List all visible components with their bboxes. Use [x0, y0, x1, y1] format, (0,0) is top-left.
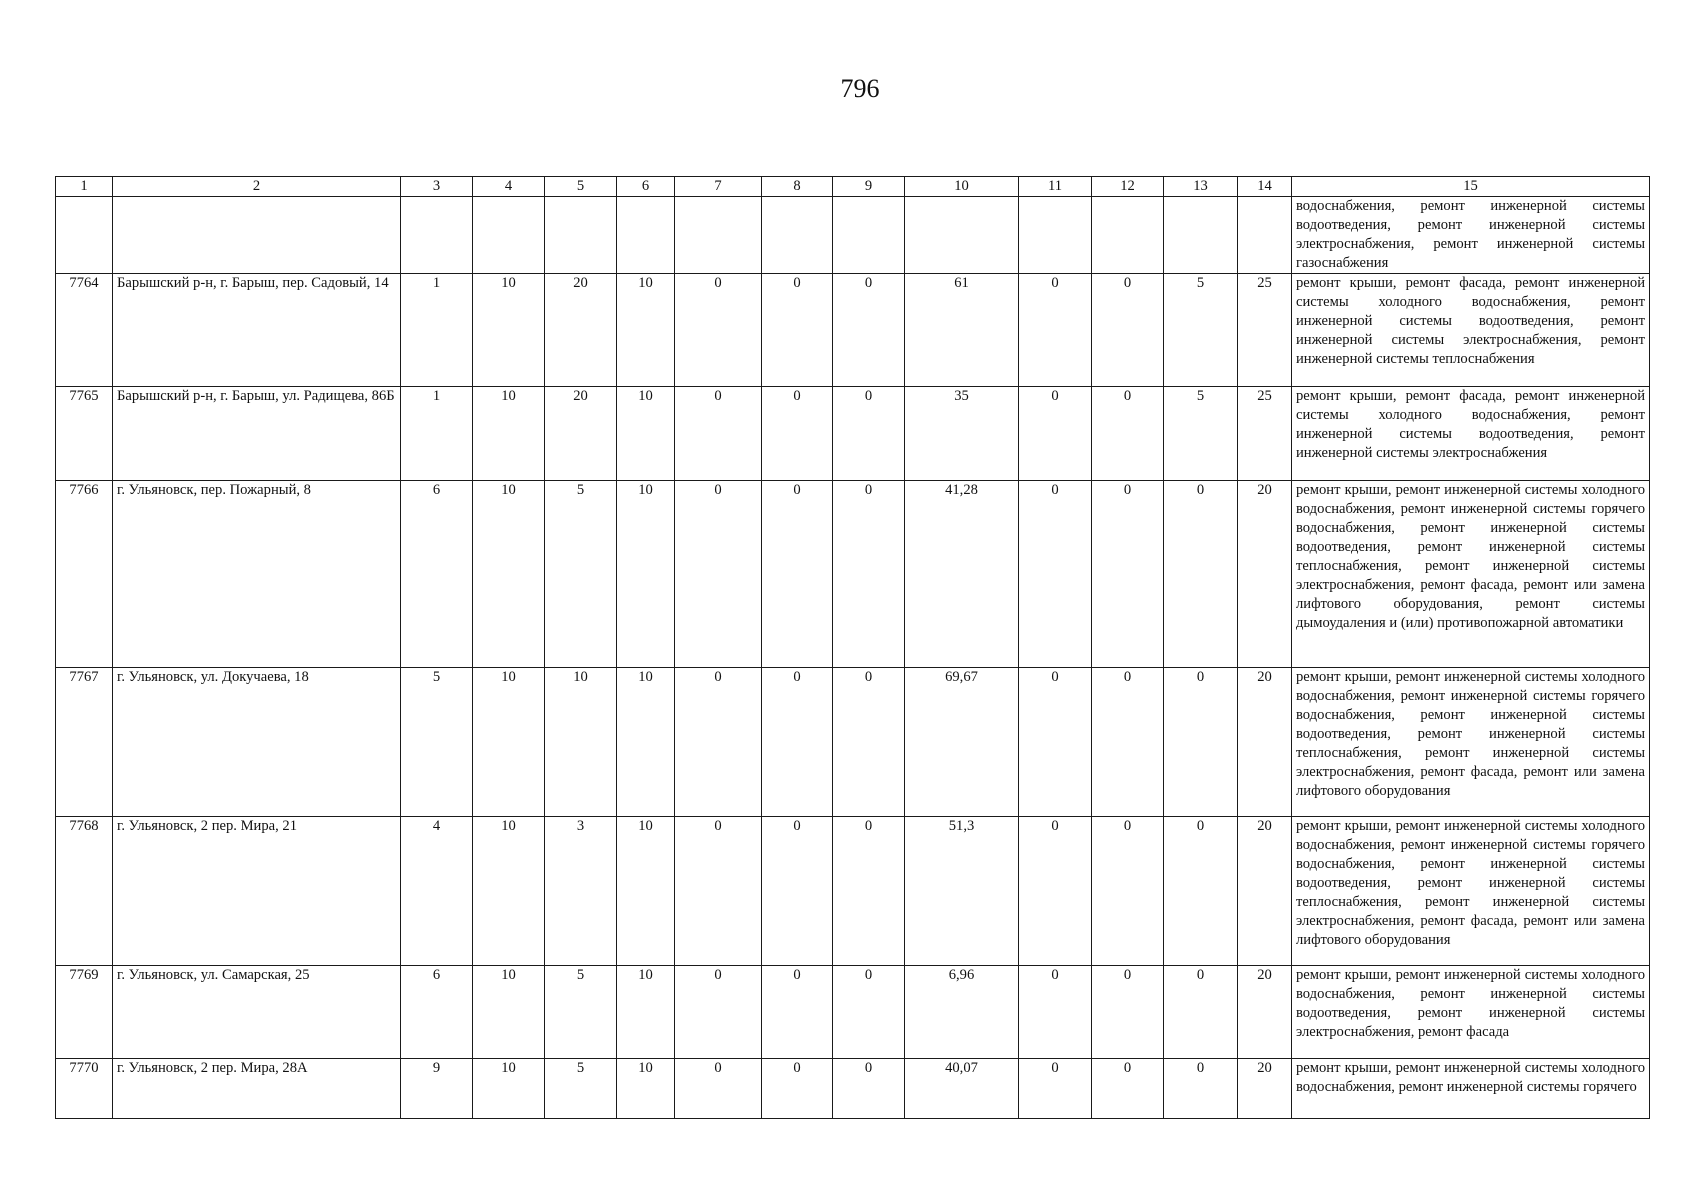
table-row [56, 481, 1650, 668]
cell-col-6: 10 [617, 481, 675, 668]
column-header-13: 13 [1164, 177, 1238, 197]
cell-col-13: 0 [1164, 1059, 1238, 1119]
cell-col-8: 0 [762, 668, 833, 817]
table-row [56, 966, 1650, 1059]
cell-col-11: 0 [1019, 966, 1092, 1059]
row-address: г. Ульяновск, пер. Пожарный, 8 [113, 481, 401, 668]
cell-col-13: 0 [1164, 966, 1238, 1059]
table-row [56, 668, 1650, 817]
cell-col-8: 0 [762, 481, 833, 668]
cell-col-5 [545, 197, 617, 274]
cell-col-7: 0 [675, 817, 762, 966]
cell-col-4: 10 [473, 817, 545, 966]
cell-col-3: 4 [401, 817, 473, 966]
row-id: 7766 [56, 481, 113, 668]
cell-col-8: 0 [762, 1059, 833, 1119]
cell-col-9: 0 [833, 966, 905, 1059]
table-row [56, 197, 1650, 274]
column-header-7: 7 [675, 177, 762, 197]
cell-col-7: 0 [675, 966, 762, 1059]
cell-col-5: 10 [545, 668, 617, 817]
cell-col-3 [401, 197, 473, 274]
column-header-15: 15 [1292, 177, 1650, 197]
column-header-5: 5 [545, 177, 617, 197]
row-works: водоснабжения, ремонт инженерной системы водоотведения, ремонт инженерной системы электроснабжения, ремонт инженерной системы газоснабжения [1292, 197, 1650, 274]
cell-col-13: 5 [1164, 274, 1238, 387]
cell-col-13: 0 [1164, 668, 1238, 817]
column-header-10: 10 [905, 177, 1019, 197]
cell-col-13: 5 [1164, 387, 1238, 481]
cell-col-4: 10 [473, 274, 545, 387]
column-header-6: 6 [617, 177, 675, 197]
cell-col-4: 10 [473, 966, 545, 1059]
row-address: Барышский р-н, г. Барыш, пер. Садовый, 14 [113, 274, 401, 387]
cell-col-3: 1 [401, 274, 473, 387]
cell-col-14: 20 [1238, 481, 1292, 668]
row-works: ремонт крыши, ремонт фасада, ремонт инженерной системы холодного водоснабжения, ремонт инженерной системы водоотведения, ремонт инженерной системы электроснабжения, ремонт инженерной системы теплоснабжения [1292, 274, 1650, 387]
cell-col-4: 10 [473, 481, 545, 668]
cell-col-10: 35 [905, 387, 1019, 481]
cell-col-13: 0 [1164, 817, 1238, 966]
cell-col-5: 5 [545, 1059, 617, 1119]
row-id: 7767 [56, 668, 113, 817]
cell-col-14: 20 [1238, 668, 1292, 817]
cell-col-3: 5 [401, 668, 473, 817]
cell-col-8: 0 [762, 966, 833, 1059]
row-id: 7764 [56, 274, 113, 387]
cell-col-7: 0 [675, 668, 762, 817]
cell-col-12: 0 [1092, 481, 1164, 668]
cell-col-7: 0 [675, 481, 762, 668]
cell-col-10 [905, 197, 1019, 274]
cell-col-12 [1092, 197, 1164, 274]
row-address: г. Ульяновск, 2 пер. Мира, 28А [113, 1059, 401, 1119]
row-address: Барышский р-н, г. Барыш, ул. Радищева, 86Б [113, 387, 401, 481]
cell-col-8: 0 [762, 274, 833, 387]
row-works: ремонт крыши, ремонт инженерной системы холодного водоснабжения, ремонт инженерной системы водоотведения, ремонт инженерной системы электроснабжения, ремонт фасада [1292, 966, 1650, 1059]
row-address: г. Ульяновск, ул. Докучаева, 18 [113, 668, 401, 817]
cell-col-11 [1019, 197, 1092, 274]
cell-col-6 [617, 197, 675, 274]
cell-col-3: 1 [401, 387, 473, 481]
cell-col-6: 10 [617, 1059, 675, 1119]
page-number: 796 [840, 74, 880, 103]
row-id [56, 197, 113, 274]
cell-col-4: 10 [473, 668, 545, 817]
cell-col-3: 6 [401, 481, 473, 668]
column-header-9: 9 [833, 177, 905, 197]
cell-col-7: 0 [675, 1059, 762, 1119]
cell-col-9: 0 [833, 274, 905, 387]
cell-col-12: 0 [1092, 668, 1164, 817]
cell-col-5: 20 [545, 387, 617, 481]
cell-col-4: 10 [473, 387, 545, 481]
cell-col-10: 51,3 [905, 817, 1019, 966]
table-row [56, 387, 1650, 481]
cell-col-7 [675, 197, 762, 274]
row-works: ремонт крыши, ремонт инженерной системы холодного водоснабжения, ремонт инженерной системы горячего водоснабжения, ремонт инженерной системы водоотведения, ремонт инженерной системы теплоснабжения, ремонт инженерной системы электроснабжения, ремонт фасада, ремонт или замена лифтового оборудования [1292, 817, 1650, 966]
row-id: 7769 [56, 966, 113, 1059]
column-header-3: 3 [401, 177, 473, 197]
row-id: 7770 [56, 1059, 113, 1119]
cell-col-8: 0 [762, 387, 833, 481]
cell-col-7: 0 [675, 387, 762, 481]
table-row [56, 1059, 1650, 1119]
cell-col-14: 25 [1238, 387, 1292, 481]
cell-col-10: 61 [905, 274, 1019, 387]
row-id: 7765 [56, 387, 113, 481]
column-header-14: 14 [1238, 177, 1292, 197]
cell-col-8 [762, 197, 833, 274]
cell-col-14 [1238, 197, 1292, 274]
cell-col-9: 0 [833, 817, 905, 966]
cell-col-9 [833, 197, 905, 274]
cell-col-5: 20 [545, 274, 617, 387]
cell-col-13: 0 [1164, 481, 1238, 668]
cell-col-5: 5 [545, 481, 617, 668]
row-works: ремонт крыши, ремонт инженерной системы холодного водоснабжения, ремонт инженерной системы горячего [1292, 1059, 1650, 1119]
cell-col-14: 25 [1238, 274, 1292, 387]
cell-col-12: 0 [1092, 387, 1164, 481]
cell-col-9: 0 [833, 481, 905, 668]
row-id: 7768 [56, 817, 113, 966]
cell-col-6: 10 [617, 387, 675, 481]
cell-col-11: 0 [1019, 274, 1092, 387]
cell-col-6: 10 [617, 817, 675, 966]
cell-col-11: 0 [1019, 481, 1092, 668]
cell-col-4 [473, 197, 545, 274]
cell-col-3: 6 [401, 966, 473, 1059]
cell-col-5: 5 [545, 966, 617, 1059]
column-header-2: 2 [113, 177, 401, 197]
cell-col-8: 0 [762, 817, 833, 966]
column-header-4: 4 [473, 177, 545, 197]
row-works: ремонт крыши, ремонт фасада, ремонт инженерной системы холодного водоснабжения, ремонт инженерной системы водоотведения, ремонт инженерной системы электроснабжения [1292, 387, 1650, 481]
cell-col-9: 0 [833, 387, 905, 481]
cell-col-12: 0 [1092, 274, 1164, 387]
row-address: г. Ульяновск, ул. Самарская, 25 [113, 966, 401, 1059]
row-address [113, 197, 401, 274]
cell-col-12: 0 [1092, 1059, 1164, 1119]
column-header-12: 12 [1092, 177, 1164, 197]
table-row [56, 274, 1650, 387]
table-row [56, 817, 1650, 966]
row-works: ремонт крыши, ремонт инженерной системы холодного водоснабжения, ремонт инженерной системы горячего водоснабжения, ремонт инженерной системы водоотведения, ремонт инженерной системы теплоснабжения, ремонт инженерной системы электроснабжения, ремонт фасада, ремонт или замена лифтового оборудования, ремонт системы дымоудаления и (или) противопожарной автоматики [1292, 481, 1650, 668]
cell-col-10: 69,67 [905, 668, 1019, 817]
cell-col-14: 20 [1238, 966, 1292, 1059]
cell-col-6: 10 [617, 966, 675, 1059]
table-body [56, 197, 1650, 1119]
cell-col-6: 10 [617, 668, 675, 817]
cell-col-6: 10 [617, 274, 675, 387]
cell-col-4: 10 [473, 1059, 545, 1119]
cell-col-10: 6,96 [905, 966, 1019, 1059]
cell-col-11: 0 [1019, 668, 1092, 817]
cell-col-7: 0 [675, 274, 762, 387]
header-row [56, 177, 1650, 197]
cell-col-11: 0 [1019, 817, 1092, 966]
cell-col-10: 40,07 [905, 1059, 1019, 1119]
cell-col-13 [1164, 197, 1238, 274]
cell-col-14: 20 [1238, 1059, 1292, 1119]
cell-col-12: 0 [1092, 966, 1164, 1059]
cell-col-14: 20 [1238, 817, 1292, 966]
cell-col-11: 0 [1019, 387, 1092, 481]
cell-col-3: 9 [401, 1059, 473, 1119]
column-header-11: 11 [1019, 177, 1092, 197]
row-works: ремонт крыши, ремонт инженерной системы холодного водоснабжения, ремонт инженерной системы горячего водоснабжения, ремонт инженерной системы водоотведения, ремонт инженерной системы теплоснабжения, ремонт инженерной системы электроснабжения, ремонт фасада, ремонт или замена лифтового оборудования [1292, 668, 1650, 817]
cell-col-10: 41,28 [905, 481, 1019, 668]
cell-col-12: 0 [1092, 817, 1164, 966]
column-header-1: 1 [56, 177, 113, 197]
cell-col-5: 3 [545, 817, 617, 966]
column-header-8: 8 [762, 177, 833, 197]
row-address: г. Ульяновск, 2 пер. Мира, 21 [113, 817, 401, 966]
cell-col-9: 0 [833, 1059, 905, 1119]
cell-col-9: 0 [833, 668, 905, 817]
register-table [55, 176, 1650, 1119]
cell-col-11: 0 [1019, 1059, 1092, 1119]
